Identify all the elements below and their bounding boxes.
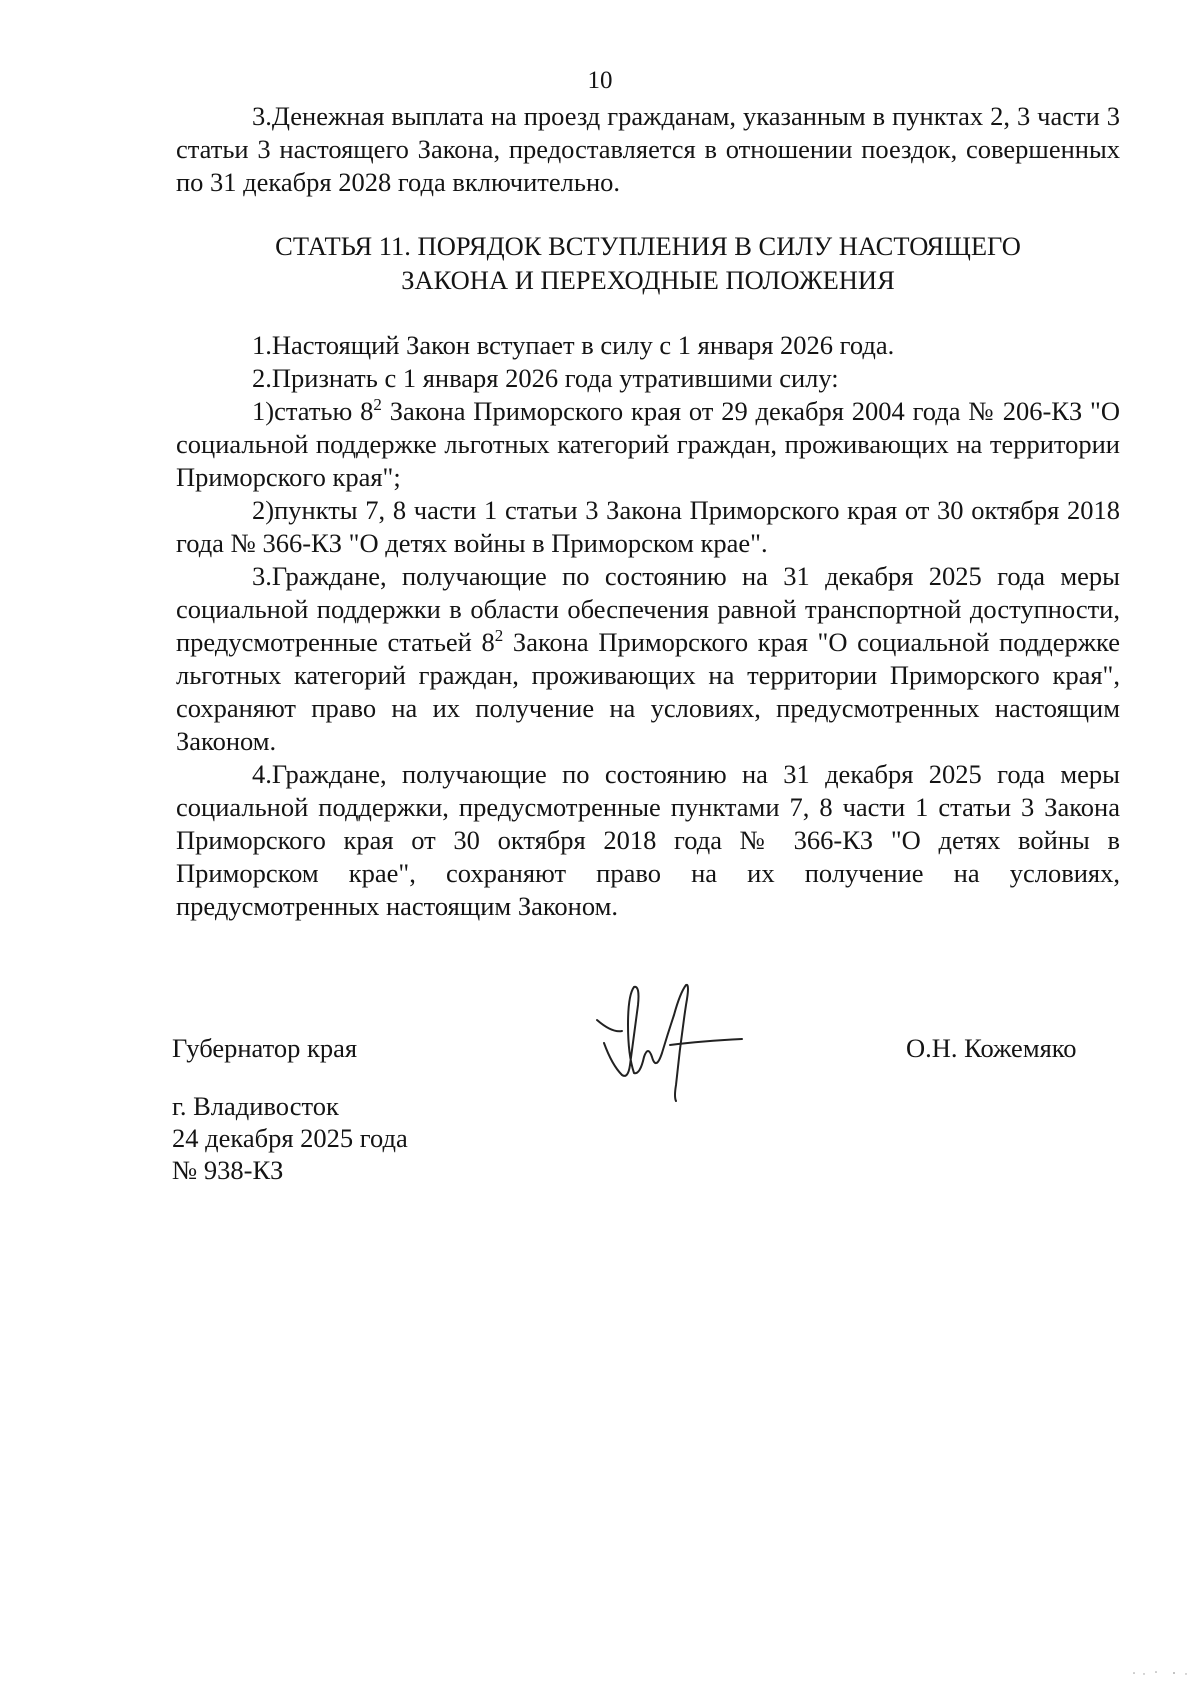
handwritten-signature — [582, 975, 752, 1105]
repeal-item-1-rest: Закона Приморского края от 29 декабря 2004 года № 206-КЗ "О социальной поддержке льготных категорий граждан, проживающих на территории Приморского края"; — [176, 396, 1121, 492]
article-heading — [176, 229, 1120, 297]
paragraph-payment-travel: 3.Денежная выплата на проезд гражданам, указанным в пунктах 2, 3 части 3 статьи 3 настоящего Закона, предоставляется в отношении поездок, совершенных по 31 декабря 2028 года включительно. — [176, 101, 1120, 197]
scan-noise — [1130, 1668, 1190, 1678]
superscript: 2 — [373, 395, 382, 414]
paragraph-repeal-item-1 — [176, 395, 1120, 494]
article-heading-line-2: ЗАКОНА И ПЕРЕХОДНЫЕ ПОЛОЖЕНИЯ — [401, 265, 895, 295]
superscript: 2 — [494, 626, 504, 645]
transitional-3-rest: Закона Приморского края "О социальной поддержке льготных категорий граждан, проживающих на территории Приморского края", сохраняют право на их получение на условиях, предусмотренных настоящим Законом. — [176, 627, 1120, 756]
signing-date: 24 декабря 2025 года — [172, 1123, 408, 1153]
signature-icon — [582, 975, 752, 1105]
city: г. Владивосток — [172, 1091, 339, 1121]
law-number: № 938-КЗ — [172, 1155, 284, 1185]
paragraph-effective-date: 1.Настоящий Закон вступает в силу с 1 января 2026 года. — [252, 330, 895, 360]
governor-name: О.Н. Кожемяко — [906, 1033, 1077, 1063]
article-11-body — [176, 329, 1120, 923]
governor-title: Губернатор края — [172, 1033, 358, 1063]
place-and-date — [172, 1090, 408, 1186]
paragraph-transitional-3 — [176, 560, 1120, 758]
repeal-item-1-prefix: 1)статью 8 — [252, 396, 374, 426]
transitional-3-prefix: 3.Граждане, получающие по состоянию на 31 декабря 2025 года меры социальной поддержки в области обеспечения равной транспортной доступности, предусмотренные статьей 8 — [176, 561, 1120, 657]
article-heading-line-1: СТАТЬЯ 11. ПОРЯДОК ВСТУПЛЕНИЯ В СИЛУ НАСТОЯЩЕГО — [275, 231, 1021, 261]
article-10-tail — [176, 100, 1120, 199]
paragraph-repeal-item-2: 2)пункты 7, 8 части 1 статьи 3 Закона Приморского края от 30 октября 2018 года № 366-КЗ "О детях войны в Приморском крае". — [176, 495, 1120, 558]
paragraph-transitional-4: 4.Граждане, получающие по состоянию на 31 декабря 2025 года меры социальной поддержки, предусмотренные пунктами 7, 8 части 1 статьи 3 Закона Приморского края от 30 октября 2018 года № 366-КЗ "О детях войны в Приморском крае", сохраняют право на их получение на условиях, предусмотренных настоящим Законом. — [176, 759, 1120, 921]
page-number: 10 — [587, 67, 613, 94]
paragraph-repeal: 2.Признать с 1 января 2026 года утратившими силу: — [252, 363, 839, 393]
